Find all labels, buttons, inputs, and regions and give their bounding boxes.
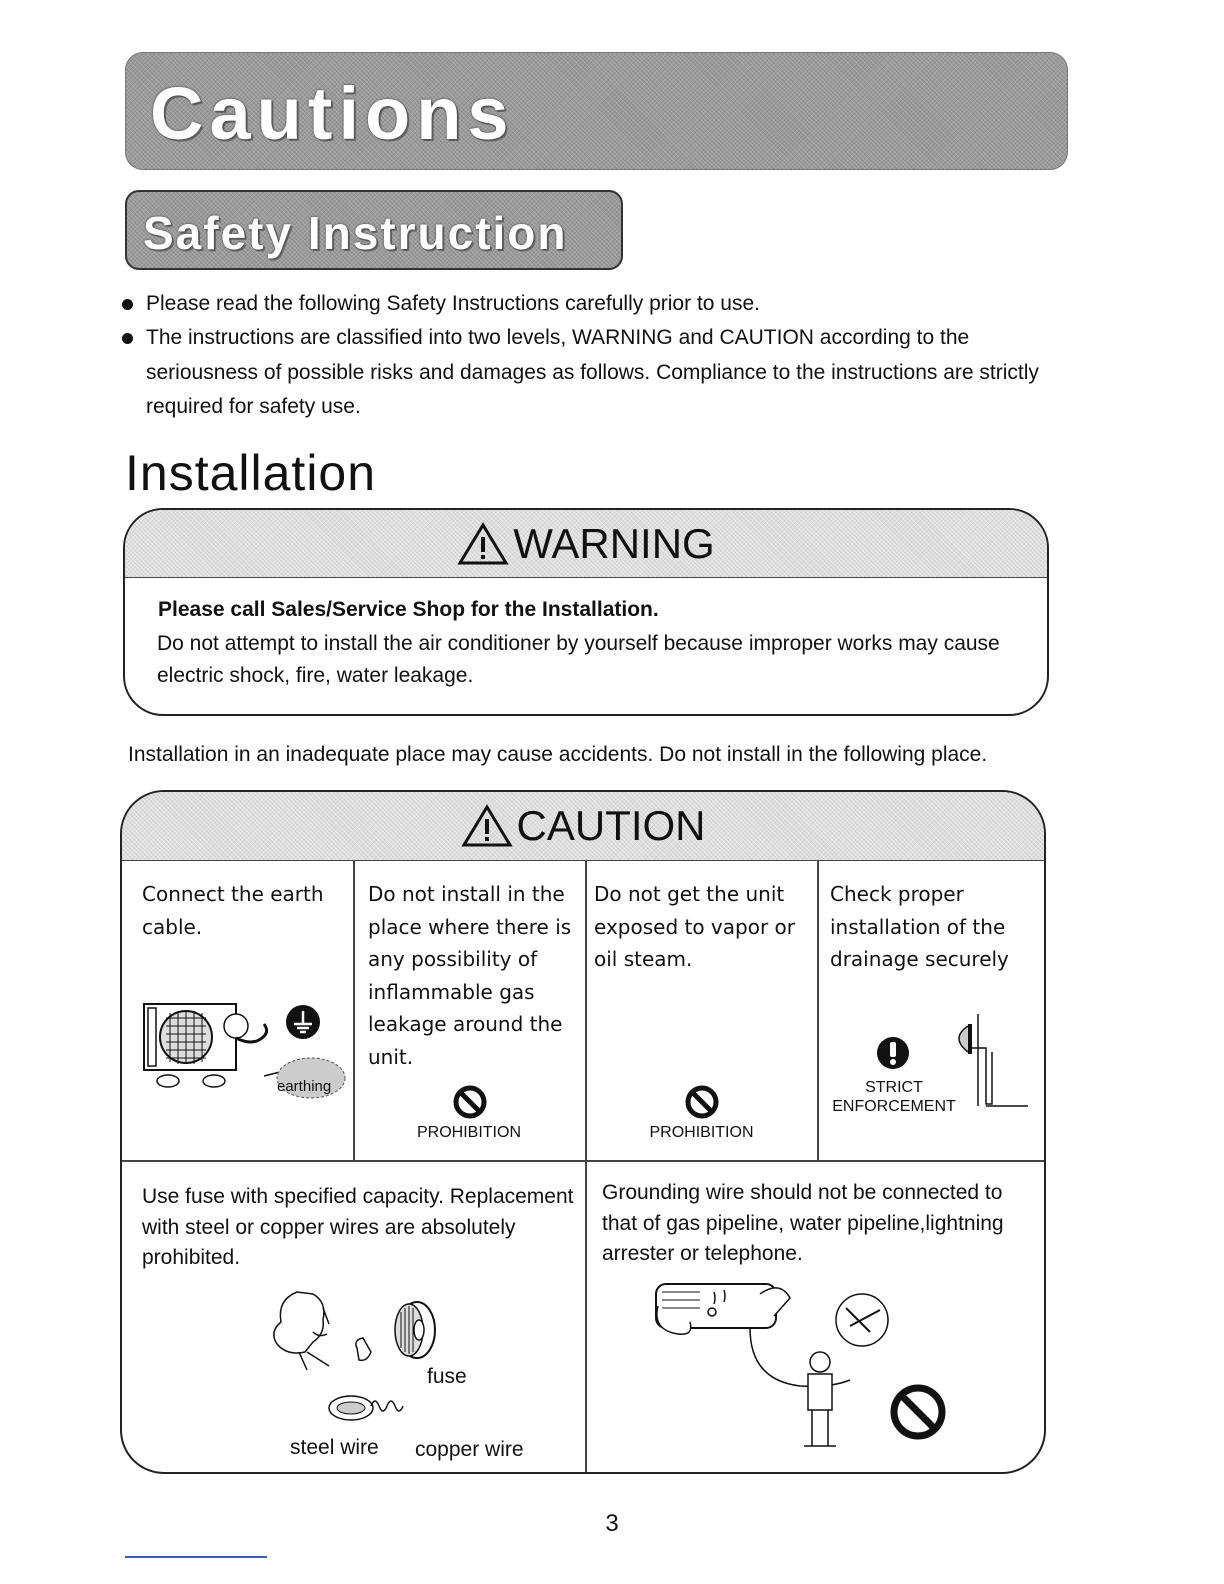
caution-header (122, 792, 1044, 861)
grid-divider (817, 861, 819, 1161)
warning-body-text: Do not attempt to install the air conditioner by yourself because improper works may cause electric shock, fire, water leakage. (157, 632, 1000, 687)
grid-divider (122, 1160, 1046, 1162)
strict-enforcement-label: STRICT ENFORCEMENT (832, 1079, 956, 1115)
intro-bullet-1: Please read the following Safety Instructions carefully prior to use. (122, 287, 1072, 322)
warning-header (125, 510, 1047, 578)
grid-divider (585, 861, 587, 1474)
caution-cell-2-text: Do not install in the place where there is any possibility of inflammable gas leakage around the unit. (368, 882, 572, 1069)
earthing-label: earthing (277, 1078, 332, 1095)
installation-heading: Installation (125, 445, 377, 501)
copper-wire-label: copper wire (415, 1438, 524, 1461)
caution-cell-4-text: Check proper installation of the drainage securely (830, 882, 1009, 971)
prohibition-icon (684, 1084, 720, 1120)
warning-triangle-icon (457, 522, 509, 566)
drainage-illustration (948, 1014, 1032, 1114)
caution-cell-3-text: Do not get the unit exposed to vapor or oil steam. (594, 882, 795, 971)
section-title: Safety Instruction (143, 207, 568, 259)
warning-box (123, 508, 1049, 716)
installation-note: Installation in an inadequate place may cause accidents. Do not install in the following place. (128, 743, 988, 766)
caution-cell-1-text: Connect the earth cable. (142, 882, 324, 939)
exclamation-icon (876, 1036, 910, 1070)
cautions-banner (125, 52, 1068, 170)
warning-label: WARNING (513, 519, 715, 567)
bullet-icon (122, 333, 133, 344)
caution-label: CAUTION (516, 802, 706, 849)
warning-bold-text: Please call Sales/Service Shop for the Installation. (158, 598, 659, 621)
steel-wire-label: steel wire (290, 1436, 379, 1459)
caution-lower-right-text: Grounding wire should not be connected to that of gas pipeline, water pipeline,lightning arrester or telephone. (602, 1181, 1004, 1265)
fuse-label: fuse (427, 1365, 467, 1388)
page-title: Cautions (150, 72, 515, 155)
fuse-wire-illustration (267, 1282, 467, 1442)
bottom-rule (125, 1556, 267, 1558)
intro-bullet-2: The instructions are classified into two levels, WARNING and CAUTION according to the seriousness of possible risks and damages as follows. Compliance to the instructions are strictly required for safety use. (122, 321, 1072, 425)
grounding-wire-illustration (650, 1270, 950, 1460)
grid-divider (353, 861, 355, 1161)
caution-box (120, 790, 1046, 1474)
bullet-icon (122, 299, 133, 310)
caution-lower-left-text: Use fuse with specified capacity. Replacement with steel or copper wires are absolutely prohibited. (142, 1185, 574, 1269)
prohibition-icon (452, 1084, 488, 1120)
prohibition-label: PROHIBITION (416, 1124, 521, 1141)
caution-triangle-icon (461, 804, 513, 848)
page-number: 3 (605, 1510, 619, 1537)
prohibition-label: PROHIBITION (649, 1124, 754, 1141)
safety-instruction-banner (125, 190, 623, 270)
